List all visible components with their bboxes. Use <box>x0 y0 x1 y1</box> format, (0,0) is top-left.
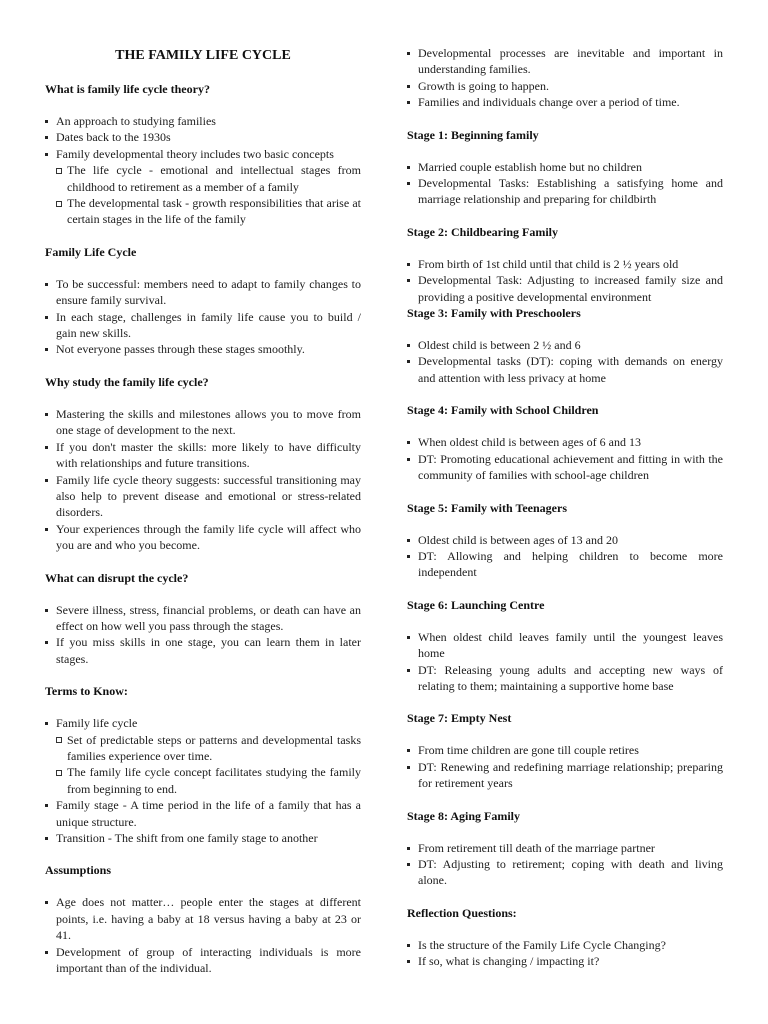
list-item: DT: Promoting educational achievement and fitting in with the community of families with school-age children <box>407 451 723 484</box>
list-item: Developmental tasks (DT): coping with demands on energy and attention with less privacy at home <box>407 353 723 386</box>
section-terms <box>45 683 361 846</box>
section-reflection <box>407 905 723 970</box>
list-item: Family life cycle Set of predictable steps or patterns and developmental tasks families experience over time. The family life cycle concept facilitates studying the family from beginning to end. <box>45 715 361 797</box>
section-heading: Reflection Questions: <box>407 905 517 920</box>
section-heading: What can disrupt the cycle? <box>45 570 189 585</box>
section-why-study <box>45 374 361 554</box>
section-stage-7 <box>407 710 723 791</box>
list-item: Transition - The shift from one family stage to another <box>45 830 361 846</box>
list-item: Family stage - A time period in the life of a family that has a unique structure. <box>45 797 361 830</box>
list-item: Families and individuals change over a period of time. <box>407 94 723 110</box>
list-item: Developmental Tasks: Establishing a satisfying home and marriage relationship and preparing for childbirth <box>407 175 723 208</box>
bullet-list <box>407 937 723 970</box>
section-stage-6 <box>407 597 723 695</box>
list-item: Dates back to the 1930s <box>45 129 361 145</box>
document-title: THE FAMILY LIFE CYCLE <box>115 48 291 63</box>
section-stage-5 <box>407 500 723 581</box>
section-heading: Stage 2: Childbearing Family <box>407 224 559 239</box>
bullet-list <box>407 256 723 305</box>
bullet-list <box>45 894 361 976</box>
section-heading: Terms to Know: <box>45 684 128 699</box>
list-item: Developmental processes are inevitable and important in understanding families. <box>407 45 723 78</box>
sub-list-item: Set of predictable steps or patterns and developmental tasks families experience over time. <box>45 732 361 765</box>
section-heading: What is family life cycle theory? <box>45 82 210 96</box>
sub-list <box>56 732 361 798</box>
list-item: Oldest child is between ages of 13 and 20 <box>407 532 723 548</box>
section-heading: Stage 4: Family with School Children <box>407 403 599 418</box>
list-item: Developmental Task: Adjusting to increased family size and providing a positive developmental environment <box>407 272 723 305</box>
section-heading: Family Life Cycle <box>45 244 137 259</box>
section-stage-3 <box>407 305 723 386</box>
list-item: In each stage, challenges in family life cause you to build / gain new skills. <box>45 309 361 342</box>
section-heading: Stage 8: Aging Family <box>407 808 520 823</box>
list-item: Age does not matter… people enter the stages at different points, i.e. having a baby at 18 versus having a baby at 23 or 41. <box>45 894 361 943</box>
list-item: Development of group of interacting individuals is more important than of the individual. <box>45 944 361 977</box>
bullet-list <box>407 840 723 889</box>
section-heading: Why study the family life cycle? <box>45 374 209 389</box>
bullet-list <box>407 742 723 791</box>
list-item: An approach to studying families <box>45 113 361 129</box>
bullet-list <box>407 159 723 208</box>
section-heading: Stage 1: Beginning family <box>407 127 539 142</box>
sub-list-item: The life cycle - emotional and intellectual stages from childhood to retirement as a member of a family <box>45 162 361 195</box>
list-item: DT: Adjusting to retirement; coping with death and living alone. <box>407 856 723 889</box>
list-item: DT: Allowing and helping children to become more independent <box>407 548 723 581</box>
bullet-list <box>45 276 361 358</box>
sub-list-item: The developmental task - growth responsibilities that arise at certain stages in the life of the family <box>45 195 361 228</box>
section-heading: Stage 7: Empty Nest <box>407 711 512 726</box>
sub-list-item: The family life cycle concept facilitates studying the family from beginning to end. <box>45 764 361 797</box>
section-stage-8 <box>407 808 723 889</box>
section-heading: Assumptions <box>45 863 112 878</box>
list-item: Your experiences through the family life cycle will affect who you are and who you become. <box>45 521 361 554</box>
list-item: Severe illness, stress, financial problems, or death can have an effect on how well you pass through the stages. <box>45 602 361 635</box>
list-item: If so, what is changing / impacting it? <box>407 953 723 969</box>
bullet-list <box>407 629 723 695</box>
sub-list <box>56 162 361 228</box>
list-item: When oldest child is between ages of 6 and 13 <box>407 434 723 450</box>
list-item: From time children are gone till couple retires <box>407 742 723 758</box>
list-item: Oldest child is between 2 ½ and 6 <box>407 337 723 353</box>
section-heading: Stage 5: Family with Teenagers <box>407 500 567 515</box>
bullet-list <box>45 113 361 228</box>
list-item: When oldest child leaves family until the youngest leaves home <box>407 629 723 662</box>
section-what-is-theory <box>45 81 361 228</box>
list-item: DT: Releasing young adults and accepting new ways of relating to them; maintaining a supportive home base <box>407 662 723 695</box>
section-stage-2 <box>407 224 723 305</box>
list-item: To be successful: members need to adapt to family changes to ensure family survival. <box>45 276 361 309</box>
section-family-life-cycle <box>45 244 361 358</box>
list-item: From birth of 1st child until that child is 2 ½ years old <box>407 256 723 272</box>
bullet-list <box>45 602 361 668</box>
section-heading: Stage 6: Launching Centre <box>407 597 545 612</box>
bullet-list <box>407 434 723 483</box>
list-item: Mastering the skills and milestones allows you to move from one stage of development to the next. <box>45 406 361 439</box>
left-column <box>45 0 361 976</box>
section-stage-1 <box>407 127 723 208</box>
list-item: Family life cycle theory suggests: successful transitioning may also help to prevent disease and emotional or stress-related disorders. <box>45 472 361 521</box>
bullet-list <box>407 337 723 386</box>
list-item: DT: Renewing and redefining marriage relationship; preparing for retirement years <box>407 759 723 792</box>
bullet-list <box>407 532 723 581</box>
bullet-list <box>45 715 361 846</box>
bullet-list <box>45 406 361 554</box>
list-item: From retirement till death of the marriage partner <box>407 840 723 856</box>
section-disrupt <box>45 570 361 668</box>
list-item: Married couple establish home but no children <box>407 159 723 175</box>
right-column <box>407 45 723 970</box>
list-item: Growth is going to happen. <box>407 78 723 94</box>
section-assumptions <box>45 862 361 976</box>
list-item: Not everyone passes through these stages smoothly. <box>45 341 361 357</box>
list-item: Family developmental theory includes two basic concepts The life cycle - emotional and intellectual stages from childhood to retirement as a member of a family The developmental task - growth responsibilities that arise at certain stages in the life of the family <box>45 146 361 228</box>
list-item: If you miss skills in one stage, you can learn them in later stages. <box>45 634 361 667</box>
section-stage-4 <box>407 402 723 483</box>
list-item: If you don't master the skills: more likely to have difficulty with relationships and future transitions. <box>45 439 361 472</box>
list-item: Is the structure of the Family Life Cycle Changing? <box>407 937 723 953</box>
bullet-list-intro <box>407 45 723 111</box>
section-heading: Stage 3: Family with Preschoolers <box>407 306 581 321</box>
